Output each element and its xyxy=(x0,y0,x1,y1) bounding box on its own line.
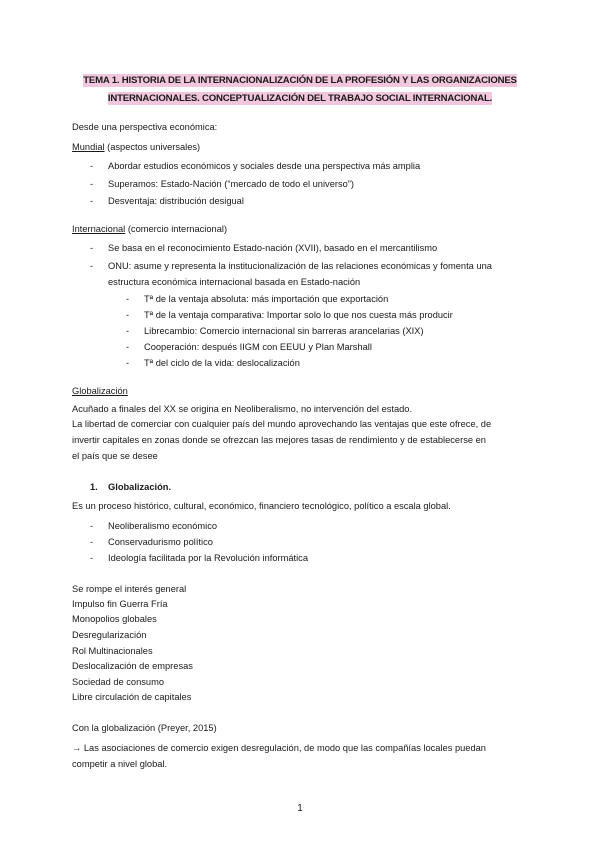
title-line-1: TEMA 1. HISTORIA DE LA INTERNACIONALIZACIÓN DE LA PROFESIÓN Y LAS ORGANIZACIONES xyxy=(83,75,517,86)
globalizacion-heading: Globalización xyxy=(72,386,128,396)
globalizacion-paragraph-2-line-1: La libertad de comerciar con cualquier país del mundo aprovechando las ventajas que este ofrece, de xyxy=(72,419,492,429)
bullet-dash: - xyxy=(90,261,94,271)
bullet-dash: - xyxy=(90,243,94,253)
bullet-dash: - xyxy=(126,294,130,304)
bullet-dash: - xyxy=(90,196,94,206)
mundial-heading-label: Mundial xyxy=(72,142,105,152)
title-line-2: INTERNACIONALES. CONCEPTUALIZACIÓN DEL TRABAJO SOCIAL INTERNACIONAL. xyxy=(107,92,493,104)
effect-item: Impulso fin Guerra Fría xyxy=(72,599,168,609)
section-1-item-2: Conservadurismo político xyxy=(108,537,213,547)
internacional-subitem-1: Tª de la ventaja absoluta: más importación que exportación xyxy=(144,294,389,304)
section-1-item-1: Neoliberalismo económico xyxy=(108,521,218,531)
mundial-item-2: Superamos: Estado-Nación (“mercado de todo el universo”) xyxy=(108,179,354,189)
globalizacion-paragraph-2-line-3: el país que se desee xyxy=(72,451,158,461)
effect-item: Libre circulación de capitales xyxy=(72,692,192,702)
mundial-item-3: Desventaja: distribución desigual xyxy=(108,196,244,206)
internacional-item-1: Se basa en el reconocimiento Estado-nación (XVII), basado en el mercantilismo xyxy=(108,243,438,253)
intro-text: Desde una perspectiva económica: xyxy=(72,122,218,132)
internacional-heading-label: Internacional xyxy=(72,224,126,234)
mundial-heading-rest: (aspectos universales) xyxy=(104,142,201,152)
bullet-dash: - xyxy=(126,342,130,352)
internacional-subitem-2: Tª de la ventaja comparativa: Importar solo lo que nos cuesta más producir xyxy=(144,310,453,320)
effect-item: Desregularización xyxy=(72,630,147,640)
internacional-subitem-3: Librecambio: Comercio internacional sin barreras arancelarias (XIX) xyxy=(144,326,424,336)
bullet-dash: - xyxy=(90,553,94,563)
bullet-dash: - xyxy=(126,326,130,336)
internacional-subitem-5: Tª del ciclo de la vida: deslocalización xyxy=(144,358,300,368)
document-title xyxy=(72,72,528,107)
bullet-dash: - xyxy=(90,521,94,531)
effect-item: Monopolios globales xyxy=(72,614,157,624)
internacional-heading xyxy=(72,223,227,235)
globalizacion-paragraph-2-line-2: invertir capitales en zonas donde se ofrezcan las mejores tasas de rendimiento y de establecerse en xyxy=(72,435,486,445)
bullet-dash: - xyxy=(90,161,94,171)
bullet-dash: - xyxy=(126,310,130,320)
effect-item: Sociedad de consumo xyxy=(72,677,164,687)
internacional-item-2-line-2: estructura económica internacional basada en Estado-nación xyxy=(108,277,361,287)
section-1-item-3: Ideología facilitada por la Revolución informática xyxy=(108,553,308,563)
mundial-item-1: Abordar estudios económicos y sociales desde una perspectiva más amplia xyxy=(108,161,421,171)
page-number: 1 xyxy=(297,803,303,814)
preyer-arrow-line-2: competir a nivel global. xyxy=(72,759,168,769)
internacional-heading-rest: (comercio internacional) xyxy=(125,224,228,234)
effect-item: Rol Multinacionales xyxy=(72,646,153,656)
internacional-item-2-line-1: ONU: asume y representa la institucionalización de las relaciones económicas y fomenta una xyxy=(108,261,492,271)
bullet-dash: - xyxy=(126,358,130,368)
section-1-description: Es un proceso histórico, cultural, económico, financiero tecnológico, político a escala global. xyxy=(72,501,451,511)
section-1-number: 1. xyxy=(90,482,98,492)
globalizacion-paragraph-1: Acuñado a finales del XX se origina en Neoliberalismo, no intervención del estado. xyxy=(72,404,413,414)
effect-item: Deslocalización de empresas xyxy=(72,661,193,671)
effect-item: Se rompe el interés general xyxy=(72,584,187,594)
preyer-heading: Con la globalización (Preyer, 2015) xyxy=(72,723,217,733)
mundial-heading xyxy=(72,141,200,153)
section-1-title: Globalización. xyxy=(108,482,172,492)
bullet-dash: - xyxy=(90,537,94,547)
internacional-subitem-4: Cooperación: después IIGM con EEUU y Plan Marshall xyxy=(144,342,372,352)
preyer-arrow-line-1: → Las asociaciones de comercio exigen desregulación, de modo que las compañías locales puedan xyxy=(72,743,486,753)
bullet-dash: - xyxy=(90,179,94,189)
